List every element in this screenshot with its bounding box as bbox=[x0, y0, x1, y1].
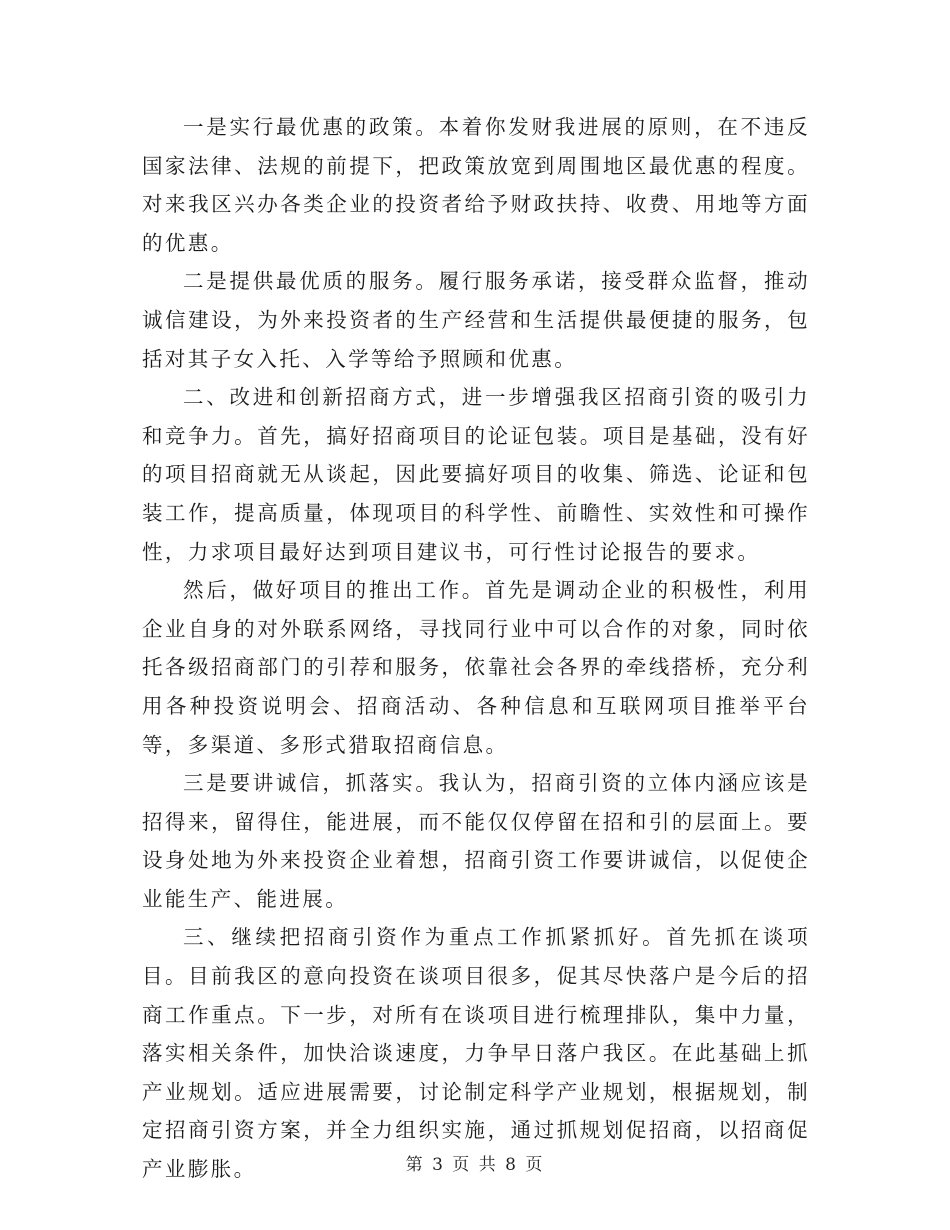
paragraph-preferential-policy: 一是实行最优惠的政策。本着你发财我进展的原则，在不违反国家法律、法规的前提下，把政策放宽到周围地区最优惠的程度。对来我区兴办各类企业的投资者给予财政扶持、收费、用地等方面的优惠。 bbox=[142, 115, 810, 255]
paragraph-improve-methods: 二、改进和创新招商方式，进一步增强我区招商引资的吸引力和竞争力。首先，搞好招商项目的论证包装。项目是基础，没有好的项目招商就无从谈起，因此要搞好项目的收集、筛选、论证和包装工作，提高质量，体现项目的科学性、前瞻性、实效性和可操作性，力求项目最好达到项目建议书，可行性讨论报告的要求。 bbox=[142, 385, 810, 564]
paragraph-quality-service: 二是提供最优质的服务。履行服务承诺，接受群众监督，推动诚信建设，为外来投资者的生产经营和生活提供最便捷的服务，包括对其子女入托、入学等给予照顾和优惠。 bbox=[142, 269, 810, 371]
page-number-footer: 第 3 页 共 8 页 bbox=[405, 1155, 545, 1175]
document-body bbox=[142, 108, 810, 1189]
paragraph-integrity: 三是要讲诚信，抓落实。我认为，招商引资的立体内涵应该是招得来，留得住，能进展，而不能仅仅停留在招和引的层面上。要设身处地为外来投资企业着想，招商引资工作要讲诚信，以促使企业能生产、能进展。 bbox=[142, 771, 810, 911]
paragraph-key-work: 三、继续把招商引资作为重点工作抓紧抓好。首先抓在谈项目。目前我区的意向投资在谈项目很多，促其尽快落户是今后的招商工作重点。下一步，对所有在谈项目进行梳理排队，集中力量，落实相关条件，加快洽谈速度，力争早日落户我区。在此基础上抓产业规划。适应进展需要，讨论制定科学产业规划，根据规划，制定招商引资方案，并全力组织实施，通过抓规划促招商，以招商促产业膨胀。 bbox=[142, 925, 810, 1182]
paragraph-project-promotion: 然后，做好项目的推出工作。首先是调动企业的积极性，利用企业自身的对外联系网络，寻找同行业中可以合作的对象，同时依托各级招商部门的引荐和服务，依靠社会各界的牵线搭桥，充分利用各种投资说明会、招商活动、各种信息和互联网项目推举平台等，多渠道、多形式猎取招商信息。 bbox=[142, 578, 810, 757]
